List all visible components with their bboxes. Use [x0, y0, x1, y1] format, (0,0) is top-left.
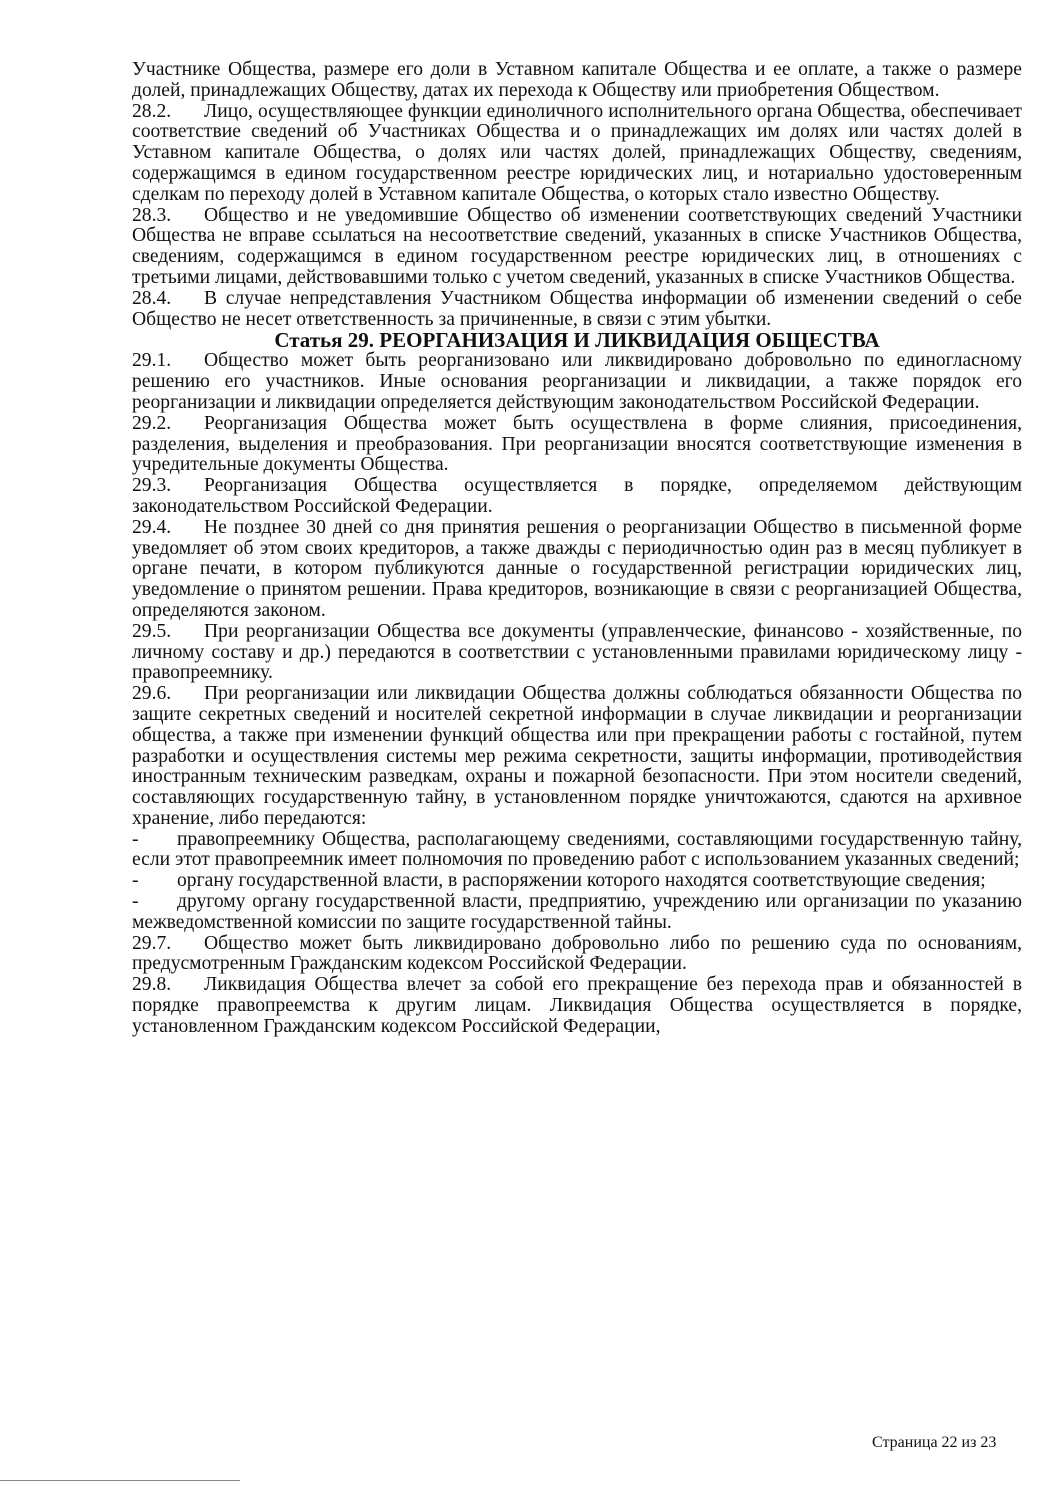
- list-item-text: правопреемнику Общества, располагающему сведениями, составляющими государственную тайну, если этот правопреемник имеет полномочия по проведению работ с использованием указанных сведений;: [132, 828, 1022, 871]
- clause-28-4: [132, 289, 1022, 331]
- clause-number: 29.7.: [132, 932, 172, 954]
- clause-29-7: [132, 934, 1022, 976]
- clause-number: 28.4.: [132, 287, 172, 309]
- bullet-dash: -: [132, 828, 139, 850]
- clause-text: Реорганизация Общества может быть осуществлена в форме слияния, присоединения, разделения, выделения и преобразования. При реорганизации вносятся соответствующие изменения в учредительные документы Общества.: [132, 412, 1022, 476]
- clause-number: 29.2.: [132, 412, 172, 434]
- list-item: [132, 871, 1022, 892]
- clause-number: 29.3.: [132, 475, 172, 497]
- clause-28-2: [132, 102, 1022, 206]
- document-body: [132, 60, 1022, 1038]
- clause-29-6: [132, 684, 1022, 830]
- list-item: [132, 892, 1022, 934]
- clause-number: 29.4.: [132, 516, 172, 538]
- clause-number: 29.6.: [132, 683, 172, 705]
- clause-29-3: [132, 476, 1022, 518]
- clause-number: 29.1.: [132, 350, 172, 372]
- clause-text: Не позднее 30 дней со дня принятия решения о реорганизации Общество в письменной форме уведомляет об этом своих кредиторов, а также дважды с периодичностью один раз в месяц публикует в органе печати, в котором публикуются данные о государственной регистрации юридических лиц, уведомление о принятом решении. Права кредиторов, возникающие в связи с реорганизацией Общества, определяются законом.: [132, 516, 1022, 621]
- bullet-dash: -: [132, 870, 139, 892]
- clause-29-4: [132, 518, 1022, 622]
- scan-edge-line: [0, 1480, 240, 1481]
- page-number: Страница 22 из 23: [872, 1434, 997, 1451]
- clause-number: 28.3.: [132, 204, 172, 226]
- clause-number: 28.2.: [132, 100, 172, 122]
- clause-text: Общество может быть реорганизовано или ликвидировано добровольно по единогласному решению его участников. Иные основания реорганизации и ликвидации, а также порядок его реорганизации и ликвидации определяется действующим законодательством Российской Федерации.: [132, 350, 1022, 413]
- clause-text: Реорганизация Общества осуществляется в порядке, определяемом действующим законодательством Российской Федерации.: [132, 475, 1022, 517]
- clause-29-8: [132, 975, 1022, 1037]
- clause-text: Лицо, осуществляющее функции единоличного исполнительного органа Общества, обеспечивает соответствие сведений об Участниках Общества и о принадлежащих им долях или частях долей в Уставном капитале Общества, о долях или частях долей, принадлежащих Обществу, сведениям, содержащимся в едином государственном реестре юридических лиц, и нотариально удостоверенным сделкам по переходу долей в Уставном капитале Общества, о которых стало известно Обществу.: [132, 100, 1022, 205]
- list-item-text: другому органу государственной власти, предприятию, учреждению или организации по указанию межведомственной комиссии по защите государственной тайны.: [132, 891, 1022, 933]
- article-heading: Статья 29. РЕОРГАНИЗАЦИЯ И ЛИКВИДАЦИЯ ОБЩЕСТВА: [274, 328, 880, 353]
- clause-text: При реорганизации или ликвидации Общества должны соблюдаться обязанности Общества по защите секретных сведений и носителей секретной информации в случае ликвидации и реорганизации общества, а также при изменении функций общества или при прекращении работы с гостайной, путем разработки и осуществления системы мер режима секретности, защиты информации, противодействия иностранным техническим разведкам, охраны и пожарной безопасности. При этом носители сведений, составляющих государственную тайну, в установленном порядке уничтожаются, сдаются на архивное хранение, либо передаются:: [132, 683, 1022, 829]
- clause-28-3: [132, 206, 1022, 289]
- clause-number: 29.5.: [132, 620, 172, 642]
- clause-29-5: [132, 622, 1022, 684]
- clause-text: В случае непредставления Участником Общества информации об изменении сведений о себе Общество не несет ответственность за причиненные, в связи с этим убытки.: [132, 287, 1022, 330]
- bullet-dash: -: [132, 891, 139, 913]
- intro-paragraph: Участнике Общества, размере его доли в Уставном капитале Общества и ее оплате, а также о размере долей, принадлежащих Обществу, датах их перехода к Обществу или приобретения Обществом.: [132, 59, 1022, 101]
- clause-text: Общество может быть ликвидировано добровольно либо по решению суда по основаниям, предусмотренным Гражданским кодексом Российской Федерации.: [132, 932, 1022, 975]
- clause-text: При реорганизации Общества все документы (управленческие, финансово - хозяйственные, по личному составу и др.) передаются в соответствии с установленными правилами юридическому лицу - правопреемнику.: [132, 620, 1022, 684]
- clause-text: Общество и не уведомившие Общество об изменении соответствующих сведений Участники Общества не вправе ссылаться на несоответствие сведений, указанных в списке Участников Общества, сведениям, содержащимся в едином государственном реестре юридических лиц, в отношениях с третьими лицами, действовавшими только с учетом сведений, указанных в списке Участников Общества.: [132, 204, 1022, 288]
- list-item: [132, 830, 1022, 872]
- clause-29-2: [132, 414, 1022, 476]
- list-item-text: органу государственной власти, в распоряжении которого находятся соответствующие сведения;: [177, 870, 986, 892]
- clause-number: 29.8.: [132, 974, 172, 996]
- clause-29-1: [132, 351, 1022, 413]
- clause-text: Ликвидация Общества влечет за собой его прекращение без перехода прав и обязанностей в порядке правопреемства к другим лицам. Ликвидация Общества осуществляется в порядке, установленном Гражданским кодексом Российской Федерации,: [132, 974, 1022, 1037]
